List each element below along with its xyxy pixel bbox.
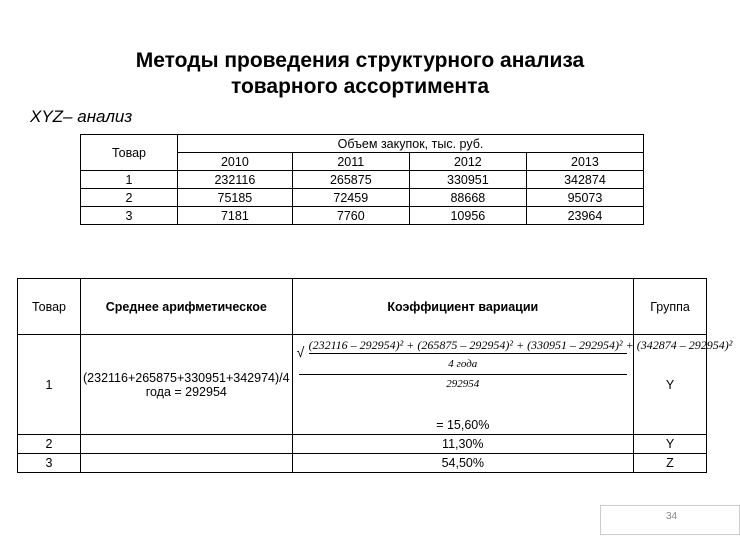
cv-formula bbox=[293, 336, 733, 434]
table-row bbox=[18, 435, 707, 454]
product-header: Товар bbox=[18, 279, 81, 335]
title-line-1: Методы проведения структурного анализа bbox=[135, 49, 585, 72]
cv-header: Коэффициент вариации bbox=[292, 279, 633, 335]
year-header: 2013 bbox=[526, 153, 643, 171]
cv-value: = 15,60% bbox=[436, 417, 490, 432]
product-cell: 3 bbox=[81, 207, 178, 225]
group-cell: Y bbox=[634, 435, 707, 454]
variation-table bbox=[17, 278, 733, 473]
group-cell: Z bbox=[634, 454, 707, 473]
mean-cell bbox=[81, 454, 293, 473]
mean-cell bbox=[81, 435, 293, 454]
product-cell: 1 bbox=[18, 335, 81, 435]
page-number: 34 bbox=[600, 505, 740, 535]
table-row bbox=[18, 454, 707, 473]
sqrt-icon: √ bbox=[296, 343, 305, 360]
group-header: Группа bbox=[634, 279, 707, 335]
group-cell: Y bbox=[634, 335, 707, 435]
value-cell: 72459 bbox=[292, 189, 409, 207]
year-header: 2012 bbox=[409, 153, 526, 171]
table-row bbox=[81, 171, 644, 189]
purchases-table bbox=[80, 134, 644, 225]
value-cell: 88668 bbox=[409, 189, 526, 207]
cv-cell: 11,30% bbox=[292, 435, 633, 454]
cv-cell: 54,50% bbox=[292, 454, 633, 473]
year-header: 2011 bbox=[292, 153, 409, 171]
mean-cell: (232116+265875+330951+342974)/4 года = 292954 bbox=[81, 335, 293, 435]
value-cell: 10956 bbox=[409, 207, 526, 225]
formula-divisor: 4 года bbox=[448, 357, 478, 370]
product-cell: 1 bbox=[81, 171, 178, 189]
year-header: 2010 bbox=[178, 153, 293, 171]
table-row bbox=[18, 279, 707, 335]
value-cell: 7181 bbox=[178, 207, 293, 225]
value-cell: 7760 bbox=[292, 207, 409, 225]
value-cell: 342874 bbox=[526, 171, 643, 189]
value-cell: 232116 bbox=[178, 171, 293, 189]
product-cell: 2 bbox=[18, 435, 81, 454]
page-title bbox=[60, 48, 660, 100]
value-cell: 265875 bbox=[292, 171, 409, 189]
mean-header: Среднее арифметическое bbox=[81, 279, 293, 335]
product-cell: 3 bbox=[18, 454, 81, 473]
volume-header: Объем закупок, тыс. руб. bbox=[178, 135, 644, 153]
table-row bbox=[81, 189, 644, 207]
value-cell: 75185 bbox=[178, 189, 293, 207]
value-cell: 330951 bbox=[409, 171, 526, 189]
section-subtitle: XYZ– анализ bbox=[30, 107, 133, 126]
product-header: Товар bbox=[81, 135, 178, 171]
value-cell: 23964 bbox=[526, 207, 643, 225]
title-line-2: товарного ассортимента bbox=[230, 75, 490, 98]
cv-cell bbox=[292, 335, 733, 435]
table-row bbox=[81, 207, 644, 225]
table-row bbox=[81, 135, 644, 153]
formula-mean: 292954 bbox=[446, 377, 480, 390]
table-row bbox=[18, 335, 707, 435]
value-cell: 95073 bbox=[526, 189, 643, 207]
product-cell: 2 bbox=[81, 189, 178, 207]
fraction-line bbox=[299, 374, 627, 375]
formula-numerator: (232116 – 292954)² + (265875 – 292954)² + (330951 – 292954)² + (342874 – 292954)² bbox=[308, 337, 733, 352]
